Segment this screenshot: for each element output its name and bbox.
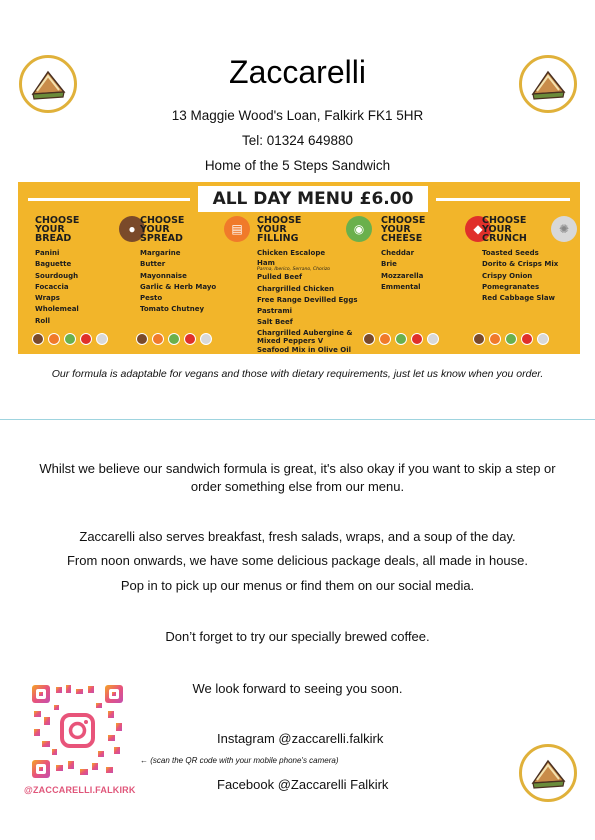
sandwich-logo-icon [519, 744, 577, 802]
list-item: Sourdough [35, 271, 79, 280]
list-item: Focaccia [35, 282, 69, 291]
crunch-icon: ✺ [551, 216, 577, 242]
divider [0, 419, 595, 420]
step-dots [473, 333, 549, 345]
menu-column-filling [257, 212, 372, 356]
qr-label: @ZACCARELLI.FALKIRK [24, 785, 136, 795]
step-dots [32, 333, 108, 345]
banner-divider [28, 198, 190, 201]
list-item: Chicken Escalope [257, 249, 326, 257]
cheese-dot-icon [80, 333, 92, 345]
list-item: Wraps [35, 294, 60, 303]
list-item: Pesto [140, 294, 163, 303]
page-title: Zaccarelli [229, 54, 366, 90]
menu-column-spread [140, 212, 250, 316]
list-item: Chargrilled Chicken [257, 284, 335, 293]
crunch-dot-icon [200, 333, 212, 345]
step-dots [136, 333, 212, 345]
filling-dot-icon [505, 333, 517, 345]
spread-dot-icon [489, 333, 501, 345]
spread-dot-icon [48, 333, 60, 345]
cheese-dot-icon [184, 333, 196, 345]
step-dots [363, 333, 439, 345]
menu-column-bread [35, 212, 145, 327]
instagram-handle[interactable]: Instagram @zaccarelli.falkirk [217, 731, 384, 746]
body-paragraph: Don’t forget to try our specially brewed coffee. [165, 629, 430, 644]
column-title: CHOOSE YOUR CRUNCH [482, 214, 527, 244]
bread-dot-icon [363, 333, 375, 345]
column-title: CHOOSE YOUR FILLING [257, 214, 302, 244]
menu-column-cheese [381, 212, 491, 293]
list-item: Pulled Beef [257, 273, 302, 282]
cheese-dot-icon [411, 333, 423, 345]
facebook-handle[interactable]: Facebook @Zaccarelli Falkirk [217, 777, 389, 792]
list-item: Salt Beef [257, 318, 293, 327]
list-item: Brie [381, 260, 397, 269]
bread-icon: ● [119, 216, 145, 242]
body-paragraph: From noon onwards, we have some delicious package deals, all made in house. [66, 553, 529, 568]
menu-title: ALL DAY MENU £6.00 [198, 186, 428, 212]
list-item: Baguette [35, 260, 72, 269]
list-item: Chargrilled Aubergine & Mixed Peppers V [257, 328, 353, 345]
list-item: Pastrami [257, 307, 293, 316]
list-item: Margarine [140, 249, 181, 257]
list-item: Panini [35, 249, 60, 257]
qr-instruction: ← (scan the QR code with your mobile phone's camera) [140, 756, 339, 765]
list-item: Free Range Devilled Eggs [257, 295, 358, 304]
crunch-dot-icon [537, 333, 549, 345]
telephone: Tel: 01324 649880 [241, 133, 354, 148]
spread-icon: ▤ [224, 216, 250, 242]
tagline: Home of the 5 Steps Sandwich [204, 158, 391, 173]
filling-dot-icon [168, 333, 180, 345]
ham-note: Parma, Iberico, Serrano, Chorizo [257, 267, 330, 273]
item-label: Ham [257, 259, 275, 268]
body-paragraph: Pop in to pick up our menus or find them on our social media. [120, 578, 475, 593]
body-paragraph: Whilst we believe our sandwich formula is great, it's also okay if you want to skip a step or order something else from our menu. [39, 461, 556, 494]
list-item: Mozzarella [381, 271, 424, 280]
bread-dot-icon [473, 333, 485, 345]
column-title: CHOOSE YOUR BREAD [35, 214, 80, 244]
list-item [257, 259, 372, 272]
list-item: Roll [35, 316, 50, 325]
bread-dot-icon [136, 333, 148, 345]
list-item: Pomegranates [482, 282, 540, 291]
filling-dot-icon [64, 333, 76, 345]
filling-dot-icon [395, 333, 407, 345]
column-title: CHOOSE YOUR SPREAD [140, 214, 185, 244]
address: 13 Maggie Wood's Loan, Falkirk FK1 5HR [171, 108, 424, 123]
list-item: Mayonnaise [140, 271, 187, 280]
crunch-dot-icon [427, 333, 439, 345]
spread-dot-icon [379, 333, 391, 345]
list-item: Seafood Mix in Olive Oil [257, 345, 352, 354]
list-item: Red Cabbage Slaw [482, 294, 556, 303]
list-item: Garlic & Herb Mayo [140, 282, 217, 291]
column-title: CHOOSE YOUR CHEESE [381, 214, 426, 244]
list-item: Cheddar [381, 249, 415, 257]
spread-dot-icon [152, 333, 164, 345]
menu-column-crunch [482, 212, 577, 304]
body-paragraph: Zaccarelli also serves breakfast, fresh salads, wraps, and a soup of the day. [79, 529, 516, 544]
list-item: Tomato Chutney [140, 305, 205, 314]
list-item: Crispy Onion [482, 271, 533, 280]
menu-banner [18, 182, 580, 354]
instagram-qr-code[interactable] [30, 683, 125, 780]
bread-dot-icon [32, 333, 44, 345]
list-item: Wholemeal [35, 305, 79, 314]
list-item: Butter [140, 260, 166, 269]
body-paragraph: We look forward to seeing you soon. [192, 681, 403, 696]
banner-divider [436, 198, 570, 201]
cheese-icon: ◆ [465, 216, 491, 242]
list-item: Emmental [381, 282, 421, 291]
list-item: Dorito & Crisps Mix [482, 260, 559, 269]
dietary-note: Our formula is adaptable for vegans and those with dietary requirements, just let us know when you order. [51, 368, 544, 380]
list-item: Toasted Seeds [482, 249, 539, 257]
crunch-dot-icon [96, 333, 108, 345]
filling-icon: ◉ [346, 216, 372, 242]
cheese-dot-icon [521, 333, 533, 345]
